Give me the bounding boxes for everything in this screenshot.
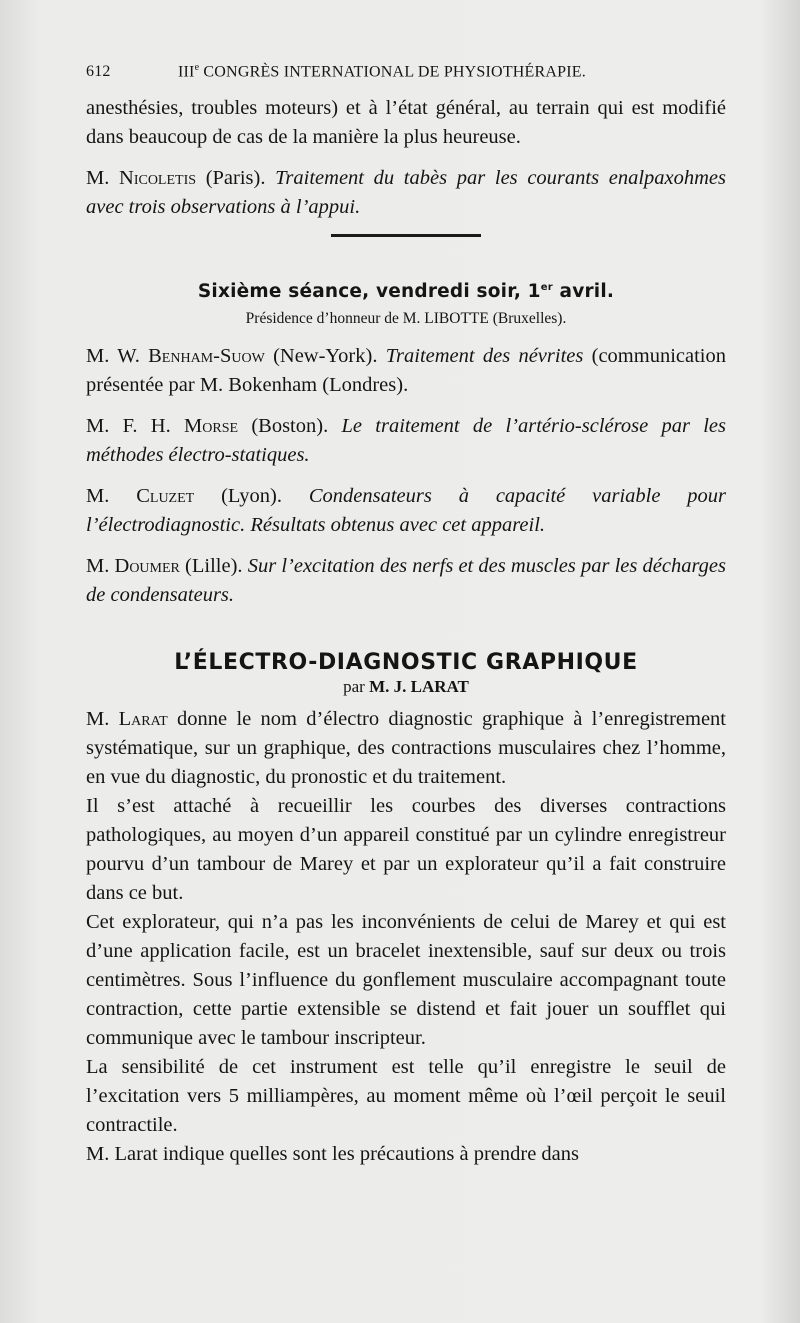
- opening-paragraph: anesthésies, troubles moteurs) et à l’état général, au terrain qui est modifié dans beaucoup de cas de la manière la plus heureuse.: [86, 97, 726, 148]
- running-header: [86, 62, 726, 94]
- article-paragraph-3: Cet explorateur, qui n’a pas les inconvénients de celui de Marey et qui est d’une application facile, est un bracelet inextensible, sauf sur deux ou trois centimètres. Sous l’influence du gonflement musculaire accompagnant toute contraction, cette partie extensible se distend et fait jouer un soufflet qui communique avec le tambour inscripteur.: [86, 911, 726, 1049]
- session-presidence: Présidence d’honneur de M. LIBOTTE (Bruxelles).: [245, 310, 567, 327]
- communication-cluzet: M. Cluzet (Lyon). Condensateurs à capacité variable pour l’électrodiagnostic. Résultats obtenus avec cet appareil.: [86, 485, 727, 536]
- article-paragraph-5: M. Larat indique quelles sont les précautions à prendre dans: [86, 1143, 579, 1165]
- communication-benham-suow: M. W. Benham-Suow (New-York). Traitement des névrites (communication présentée par M. Bokenham (Londres).: [86, 345, 726, 396]
- article-paragraph-2: Il s’est attaché à recueillir les courbes des diverses contractions pathologiques, au moyen d’un appareil constitué par un cylindre enregistreur pourvu d’un tambour de Marey et par un explorateur qu’il a fait construire dans ce but.: [86, 795, 726, 904]
- communication-title: Condensateurs à capacité variable pour l’électrodiagnostic. Résultats obtenus avec cet appareil.: [86, 485, 727, 536]
- article-byline: par M. J. LARAT: [343, 677, 469, 696]
- author-name: Doumer: [114, 555, 180, 577]
- section-divider: [331, 234, 481, 237]
- communication-title: Traitement du tabès par les courants enalpaxohmes avec trois observations à l’appui.: [86, 167, 726, 218]
- communication-title: Traitement des névrites: [385, 345, 584, 367]
- article-body: [86, 705, 726, 1169]
- running-title: IIIe CONGRÈS INTERNATIONAL DE PHYSIOTHÉRAPIE.: [178, 62, 586, 81]
- communication-title: Le traitement de l’artério-sclérose par les méthodes électro-statiques.: [86, 415, 726, 466]
- communication-morse: M. F. H. Morse (Boston). Le traitement de l’artério-sclérose par les méthodes électro-statiques.: [86, 415, 726, 466]
- article-title: L’ÉLECTRO-DIAGNOSTIC GRAPHIQUE: [174, 650, 638, 675]
- author-name: Benham-Suow: [148, 345, 265, 367]
- communication-title: Sur l’excitation des nerfs et des muscles par les décharges de condensateurs.: [86, 555, 726, 606]
- author-name: Morse: [184, 415, 239, 437]
- session-heading: Sixième séance, vendredi soir, 1er avril.: [197, 281, 615, 302]
- article-paragraph-4: La sensibilité de cet instrument est telle qu’il enregistre le seuil de l’excitation vers 5 milliampères, au moment même où l’œil perçoit le seuil contractile.: [86, 1056, 726, 1136]
- communication-doumer: M. Doumer (Lille). Sur l’excitation des nerfs et des muscles par les décharges de condensateurs.: [86, 555, 726, 606]
- page-number: 612: [86, 63, 111, 81]
- author-name: Nicoletis: [119, 167, 197, 189]
- page-content: [86, 62, 726, 1169]
- author-name: Cluzet: [136, 485, 195, 507]
- communication-nicoletis: M. Nicoletis (Paris). Traitement du tabès par les courants enalpaxohmes avec trois observations à l’appui.: [86, 167, 726, 218]
- article-paragraph-1: M. Larat donne le nom d’électro diagnostic graphique à l’enregistrement systématique, sur un graphique, des contractions musculaires chez l’homme, en vue du diagnostic, du pronostic et du traitement.: [86, 708, 726, 788]
